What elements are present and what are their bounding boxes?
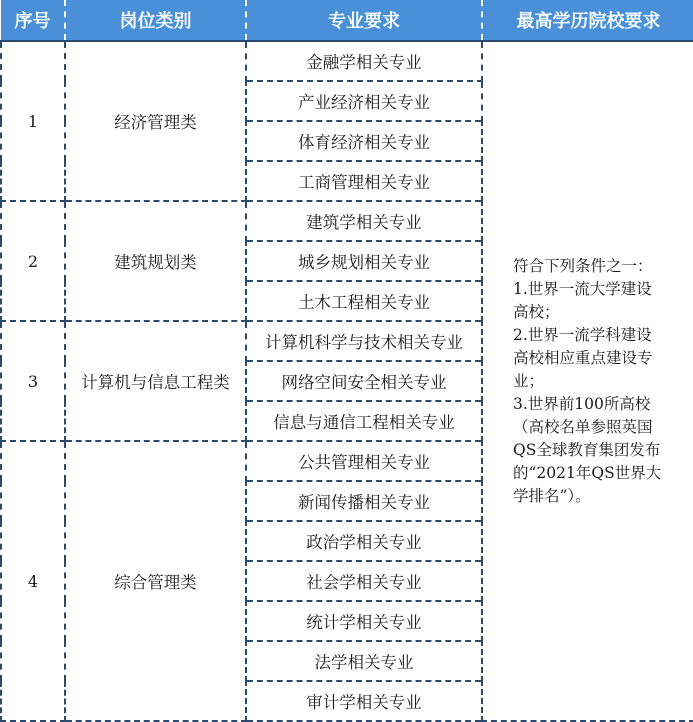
requirement-line: 的“2021年QS世界大: [513, 463, 662, 482]
requirement-line: 3.世界前100所高校: [513, 394, 651, 413]
major-cell: 统计学相关专业: [246, 601, 482, 641]
table-header: [1, 0, 693, 41]
requirement-line: 高校；: [513, 302, 560, 321]
major-cell: 建筑学相关专业: [246, 201, 482, 241]
category-cell: 综合管理类: [65, 441, 246, 721]
major-cell: 社会学相关专业: [246, 561, 482, 601]
requirement-line: 业；: [513, 371, 545, 390]
major-cell: 金融学相关专业: [246, 41, 482, 81]
major-cell: 城乡规划相关专业: [246, 241, 482, 281]
requirement-line: （高校名单参照英国: [513, 417, 653, 436]
major-cell: 政治学相关专业: [246, 521, 482, 561]
school-requirement-cell: [482, 41, 693, 721]
row-index: 1: [1, 41, 65, 201]
major-cell: 土木工程相关专业: [246, 281, 482, 321]
major-cell: 审计学相关专业: [246, 681, 482, 721]
category-cell: 经济管理类: [65, 41, 246, 201]
row-index: 2: [1, 201, 65, 321]
header-category: 岗位类别: [65, 0, 246, 41]
header-index: 序号: [1, 0, 65, 41]
requirement-line: 学排名”）。: [513, 486, 591, 505]
requirement-line: 1.世界一流大学建设: [513, 279, 652, 298]
major-cell: 公共管理相关专业: [246, 441, 482, 481]
requirement-line: 高校相应重点建设专: [513, 348, 653, 367]
requirement-line: QS全球教育集团发布: [513, 440, 661, 459]
major-cell: 信息与通信工程相关专业: [246, 401, 482, 441]
requirement-line: 符合下列条件之一：: [513, 256, 653, 275]
header-school: 最高学历院校要求: [482, 0, 693, 41]
major-cell: 法学相关专业: [246, 641, 482, 681]
table-row: [1, 41, 693, 81]
major-cell: 网络空间安全相关专业: [246, 361, 482, 401]
major-cell: 新闻传播相关专业: [246, 481, 482, 521]
row-index: 4: [1, 441, 65, 721]
major-cell: 体育经济相关专业: [246, 121, 482, 161]
table-body: [1, 41, 693, 721]
header-major: 专业要求: [246, 0, 482, 41]
row-index: 3: [1, 321, 65, 441]
major-cell: 工商管理相关专业: [246, 161, 482, 201]
requirement-line: 2.世界一流学科建设: [513, 325, 652, 344]
header-row: [1, 0, 693, 41]
category-cell: 建筑规划类: [65, 201, 246, 321]
category-cell: 计算机与信息工程类: [65, 321, 246, 441]
major-cell: 产业经济相关专业: [246, 81, 482, 121]
major-cell: 计算机科学与技术相关专业: [246, 321, 482, 361]
